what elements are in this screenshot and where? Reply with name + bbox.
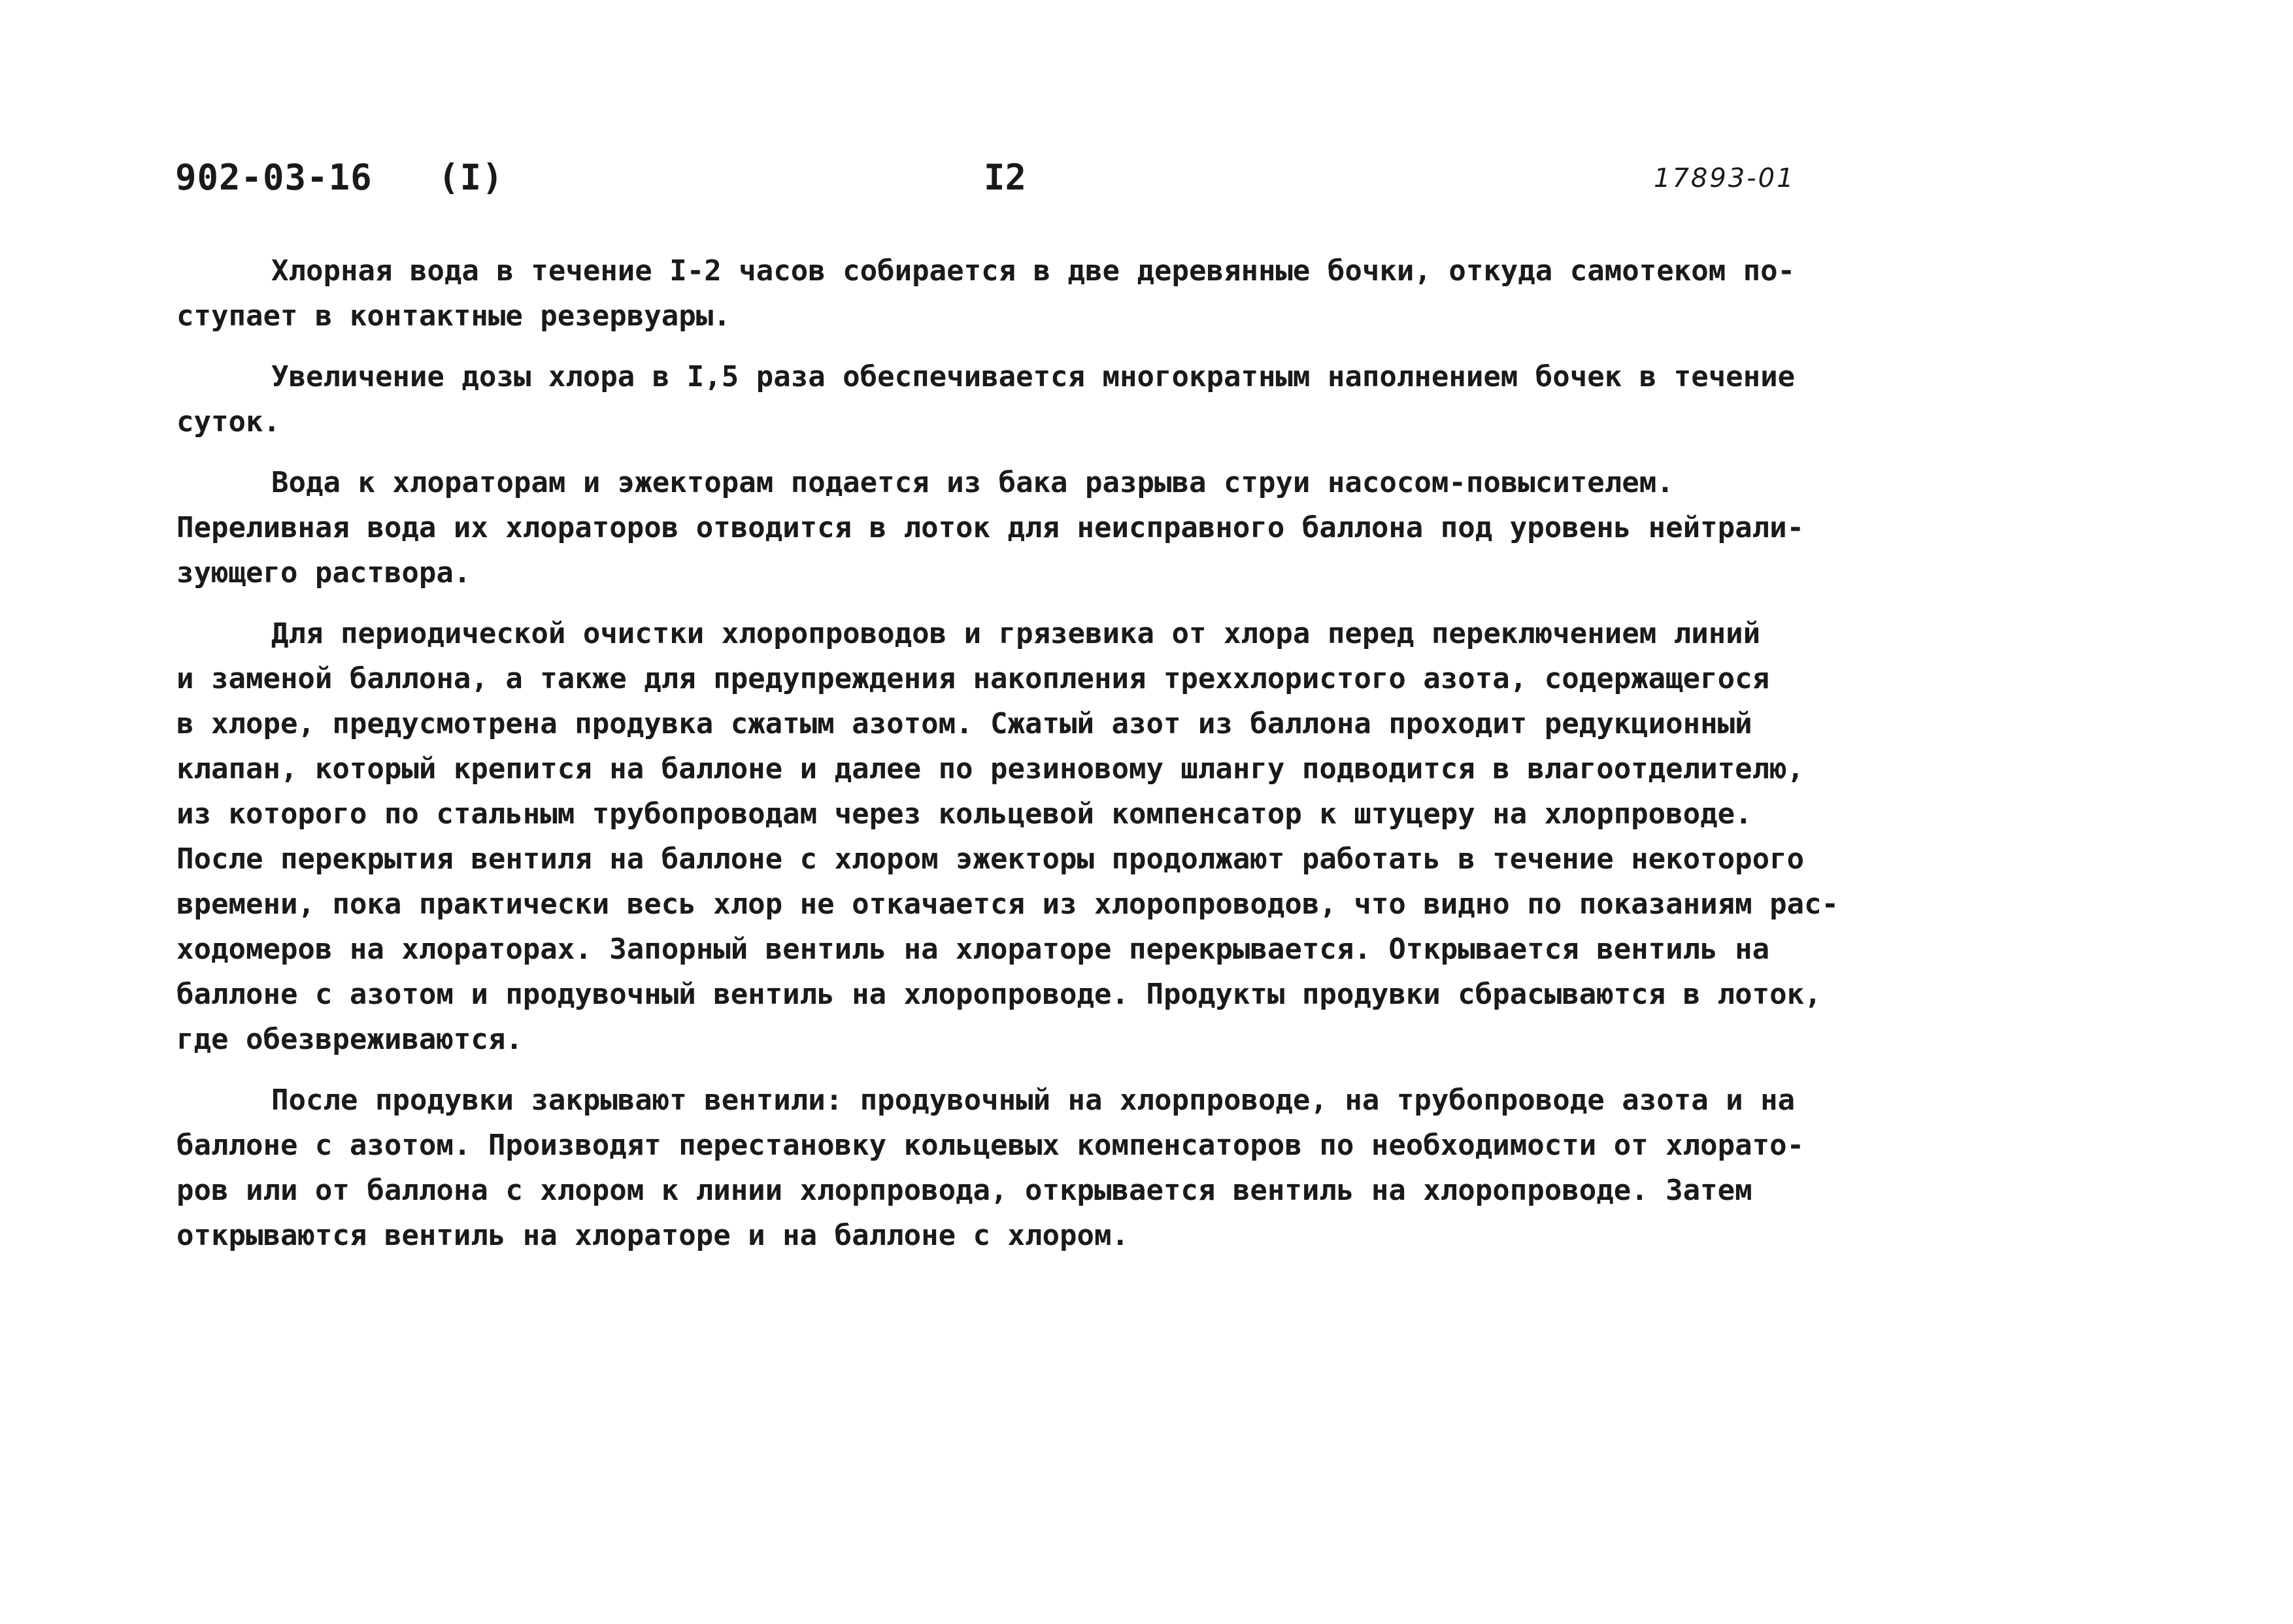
text-line: ров или от баллона с хлором к линии хлорпровода, открывается вентиль на хлоропроводе. Затем — [176, 1174, 1752, 1207]
text-line: времени, пока практически весь хлор не откачается из хлоропроводов, что видно по показаниям рас- — [176, 887, 1839, 921]
text-line: в хлоре, предусмотрена продувка сжатым азотом. Сжатый азот из баллона проходит редукционный — [176, 707, 1752, 740]
text-line: ступает в контактные резервуары. — [176, 299, 731, 333]
paragraph — [176, 460, 1941, 595]
text-line: из которого по стальным трубопроводам через кольцевой компенсатор к штуцеру на хлорпроводе. — [176, 797, 1752, 831]
text-line: и заменой баллона, а также для предупреждения накопления треххлористого азота, содержащегося — [176, 662, 1770, 695]
archive-stamp: 17893-01 — [1654, 163, 1796, 193]
doc-code: 902-03-16 — [175, 157, 373, 198]
text-line: Для периодической очистки хлоропроводов и грязевика от хлора перед переключением линий — [271, 617, 1761, 650]
paragraph — [176, 611, 1941, 1062]
text-line: ходомеров на хлораторах. Запорный вентиль на хлораторе перекрывается. Открывается вентиль на — [176, 933, 1770, 966]
paragraph — [176, 248, 1941, 339]
text-line: Переливная вода их хлораторов отводится в лоток для неисправного баллона под уровень нейтрали- — [176, 511, 1805, 544]
paragraph — [176, 1078, 1941, 1258]
text-line: Увеличение дозы хлора в I,5 раза обеспечивается многократным наполнением бочек в течение — [271, 360, 1796, 393]
document-code — [175, 157, 504, 198]
text-line: зующего раствора. — [176, 556, 471, 589]
text-line: Вода к хлораторам и эжекторам подается из бака разрыва струи насосом-повысителем. — [271, 466, 1674, 499]
text-line: открываются вентиль на хлораторе и на баллоне с хлором. — [176, 1219, 1129, 1252]
text-line: баллоне с азотом. Производят перестановку кольцевых компенсаторов по необходимости от хлорато- — [176, 1129, 1805, 1162]
text-line: где обезвреживаются. — [176, 1023, 523, 1056]
text-line: баллоне с азотом и продувочный вентиль на хлоропроводе. Продукты продувки сбрасываются в лоток, — [176, 978, 1822, 1011]
text-line: суток. — [176, 405, 280, 439]
text-line: клапан, который крепится на баллоне и далее по резиновому шлангу подводится в влагоотделителю, — [176, 752, 1805, 786]
body-text — [176, 248, 1941, 1274]
page-number: I2 — [984, 157, 1027, 198]
paragraph — [176, 354, 1941, 444]
text-line: Хлорная вода в течение I-2 часов собирается в две деревянные бочки, откуда самотеком по- — [271, 254, 1796, 288]
text-line: После продувки закрывают вентили: продувочный на хлорпроводе, на трубопроводе азота и на — [271, 1084, 1796, 1117]
text-line: После перекрытия вентиля на баллоне с хлором эжекторы продолжают работать в течение некоторого — [176, 842, 1805, 876]
doc-part: (I) — [438, 157, 504, 198]
